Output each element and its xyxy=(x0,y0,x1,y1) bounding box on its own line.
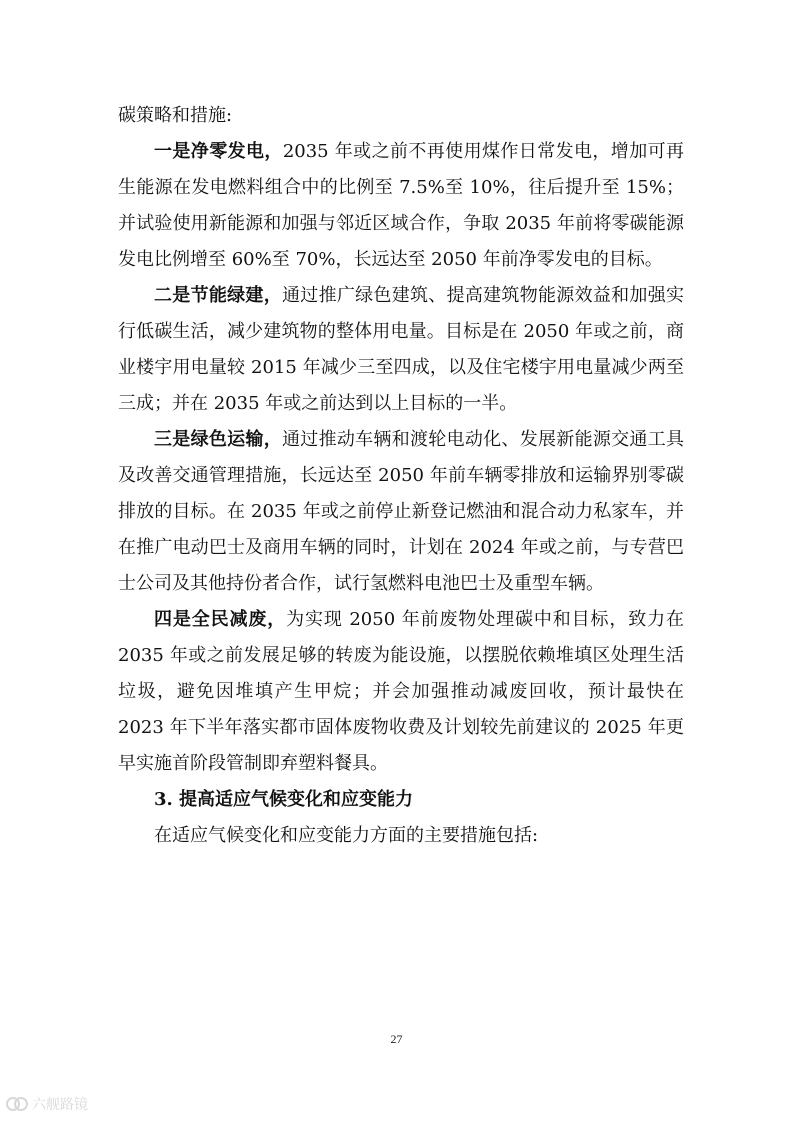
paragraph-waste-reduction-lead: 四是全民减废， xyxy=(154,609,287,630)
paragraph-intro-text: 碳策略和措施: xyxy=(118,105,233,126)
paragraph-green-buildings-text: 通过推广绿色建筑、提高建筑物能源效益和加强实行低碳生活，减少建筑物的整体用电量。目标是在 2050 年或之前，商业楼宇用电量较 2015 年减少三至四成，以及住宅楼宇用电量减少两至三成；并在 2035 年或之前达到以上目标的一半。 xyxy=(118,285,684,414)
paragraph-closing-text: 在适应气候变化和应变能力方面的主要措施包括: xyxy=(154,825,539,846)
watermark xyxy=(6,1094,88,1114)
paragraph-waste-reduction-text: 为实现 2050 年前废物处理碳中和目标，致力在 2035 年或之前发展足够的转废为能设施，以摆脱依赖堆填区处理生活垃圾，避免因堆填产生甲烷；并会加强推动减废回收，预计最快在 2023 年下半年落实都市固体废物收费及计划较先前建议的 2025 年更早实施首阶段管制即弃塑料餐具。 xyxy=(118,609,684,774)
paragraph-green-transport-lead: 三是绿色运输， xyxy=(154,429,282,450)
paragraph-net-zero-power-lead: 一是净零发电， xyxy=(154,141,283,162)
paragraph-green-transport xyxy=(118,422,684,602)
paragraph-net-zero-power xyxy=(118,134,684,278)
paragraph-waste-reduction xyxy=(118,602,684,782)
page-number: 27 xyxy=(390,1032,403,1046)
watermark-logo-icon xyxy=(6,1095,28,1113)
paragraph-net-zero-power-text: 2035 年或之前不再使用煤作日常发电，增加可再生能源在发电燃料组合中的比例至 7.5%至 10%，往后提升至 15%；并试验使用新能源和加强与邻近区域合作，争取 2035 年前将零碳能源发电比例增至 60%至 70%，长远达至 2050 年前净零发电的目标。 xyxy=(118,141,685,270)
paragraph-green-transport-text: 通过推动车辆和渡轮电动化、发展新能源交通工具及改善交通管理措施，长远达至 2050 年前车辆零排放和运输界别零碳排放的目标。在 2035 年或之前停止新登记燃油和混合动力私家车，并在推广电动巴士及商用车辆的同时，计划在 2024 年或之前，与专营巴士公司及其他持份者合作，试行氢燃料电池巴士及重型车辆。 xyxy=(118,429,684,594)
paragraph-intro xyxy=(118,98,684,134)
watermark-text: 六舰路镜 xyxy=(32,1097,88,1113)
body-text xyxy=(118,98,684,854)
section-heading: 3. 提高适应气候变化和应变能力 xyxy=(154,789,414,810)
paragraph-green-buildings xyxy=(118,278,684,422)
paragraph-green-buildings-lead: 二是节能绿建， xyxy=(154,285,282,306)
paragraph-closing xyxy=(118,818,684,854)
